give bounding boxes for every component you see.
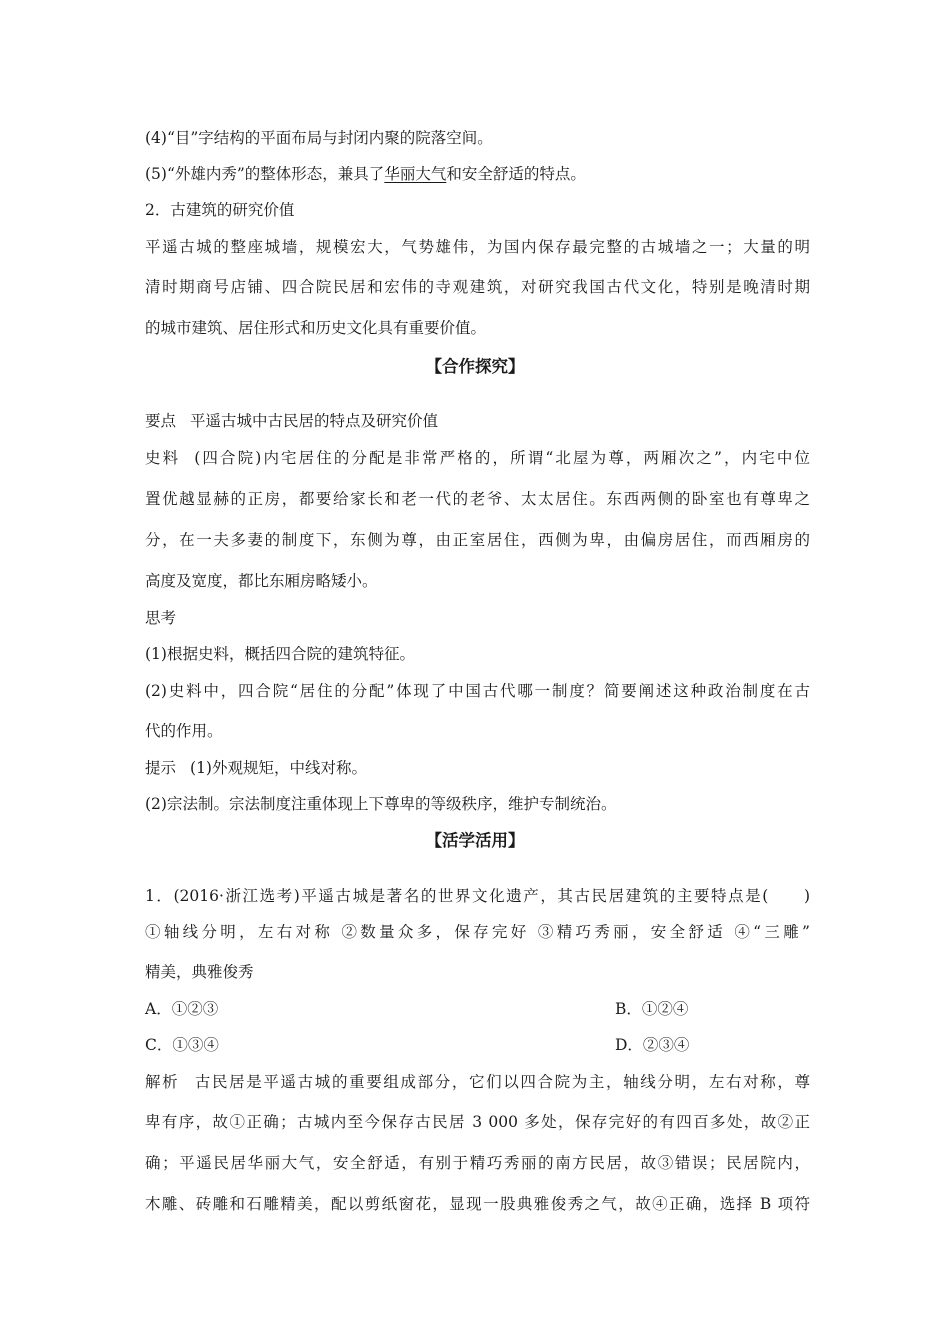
paragraph-line: 的城市建筑、居住形式和历史文化具有重要价值。	[145, 319, 487, 337]
question-2: (2)史料中，四合院“居住的分配”体现了中国古代哪一制度？简要阐述这种政治制度在古	[145, 682, 810, 700]
hint-label: 提示	[145, 759, 177, 777]
source-label: 史料	[145, 449, 181, 467]
section-title-cooperate: 【合作探究】	[425, 357, 525, 376]
analysis-label: 解析	[145, 1073, 180, 1091]
hint-2: (2)宗法制。宗法制度注重体现上下尊卑的等级秩序，维护专制统治。	[145, 795, 617, 813]
statement-3: ③精巧秀丽，安全舒适	[537, 923, 727, 941]
option-c: C．①③④	[145, 1036, 219, 1054]
options-row-2	[145, 1035, 810, 1055]
statement-2: ②数量众多，保存完好	[341, 923, 530, 941]
question-stem: 1．(2016·浙江选考)平遥古城是著名的世界文化遗产，其古民居建筑的主要特点是( )	[145, 887, 810, 905]
analysis-line	[145, 1072, 810, 1092]
source-line: 分，在一夫多妻的制度下，东侧为尊，由正室居住，西侧为卑，由偏房居住，而西厢房的	[145, 531, 810, 549]
feature-item-5-text: (5)“外雄内秀”的整体形态，兼具了	[145, 165, 385, 183]
keypoint-line	[145, 411, 810, 431]
paragraph-line: 平遥古城的整座城墙，规模宏大，气势雄伟，为国内保存最完整的古城墙之一；大量的明	[145, 238, 810, 256]
statement-1: ①轴线分明，左右对称	[145, 923, 334, 941]
question-1: (1)根据史料，概括四合院的建筑特征。	[145, 645, 415, 663]
option-d: D．②③④	[615, 1036, 690, 1054]
subheading-research-value: 2．古建筑的研究价值	[145, 201, 295, 219]
analysis-text: 古民居是平遥古城的重要组成部分，它们以四合院为主，轴线分明，左右对称，尊	[193, 1073, 810, 1091]
statements-line	[145, 922, 810, 942]
think-label: 思考	[145, 609, 177, 627]
source-line: 高度及宽度，都比东厢房略矮小。	[145, 572, 378, 590]
statement-4: ④“三雕”	[734, 923, 810, 941]
feature-item-5	[145, 164, 810, 184]
keypoint-label: 要点	[145, 412, 177, 430]
option-a: A．①②③	[145, 1000, 219, 1018]
analysis-line: 木雕、砖雕和石雕精美，配以剪纸窗花，显现一股典雅俊秀之气，故④正确，选择 B 项符	[145, 1195, 810, 1213]
analysis-line: 确；平遥民居华丽大气，安全舒适，有别于精巧秀丽的南方民居，故③错误；民居院内，	[145, 1154, 810, 1172]
source-text: (四合院)内宅居住的分配是非常严格的，所谓“北屋为尊，两厢次之”，内宅中位	[194, 449, 810, 467]
statements-cont: 精美，典雅俊秀	[145, 963, 254, 981]
options-row-1	[145, 999, 810, 1019]
paragraph-line: 清时期商号店铺、四合院民居和宏伟的寺观建筑，对研究我国古代文化，特别是晚清时期	[145, 278, 810, 296]
feature-item-4: (4)“目”字结构的平面布局与封闭内聚的院落空间。	[145, 129, 493, 147]
section-title-practice: 【活学活用】	[425, 831, 525, 850]
keypoint-text: 平遥古城中古民居的特点及研究价值	[190, 412, 439, 430]
option-b: B．①②④	[615, 1000, 689, 1018]
source-line	[145, 448, 810, 468]
question-2-cont: 代的作用。	[145, 722, 223, 740]
underlined-phrase: 华丽大气	[384, 165, 447, 183]
hint-line	[145, 758, 810, 778]
analysis-line: 卑有序，故①正确；古城内至今保存古民居 3 000 多处，保存完好的有四百多处，故②正	[145, 1113, 810, 1131]
hint-1: (1)外观规矩，中线对称。	[190, 759, 367, 777]
source-line: 置优越显赫的正房，都要给家长和老一代的老爷、太太居住。东西两侧的卧室也有尊卑之	[145, 490, 810, 508]
feature-item-5-tail: 和安全舒适的特点。	[446, 165, 586, 183]
